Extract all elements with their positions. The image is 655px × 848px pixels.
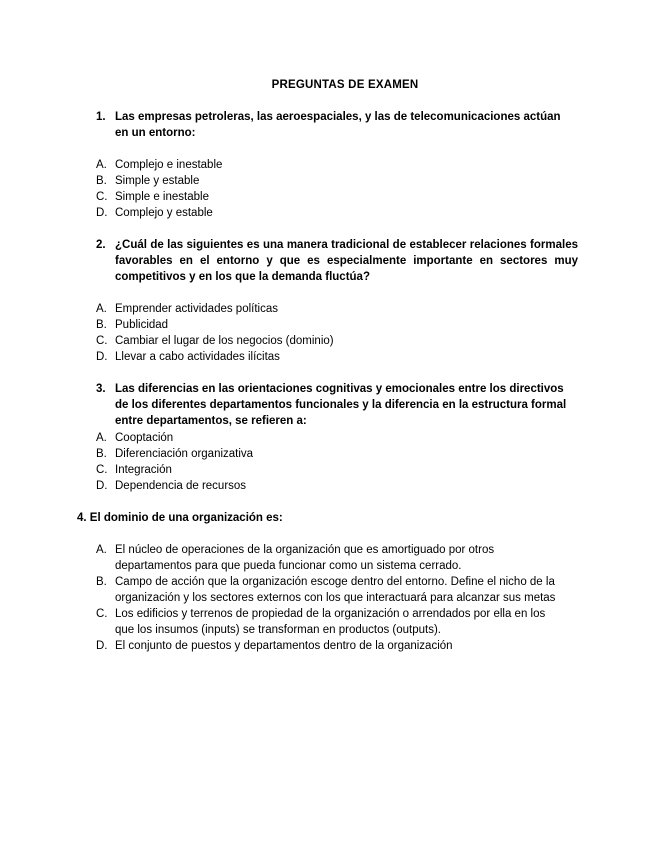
page-title: PREGUNTAS DE EXAMEN bbox=[271, 79, 419, 91]
question-text: Las empresas petroleras, las aeroespaciales, y las de telecomunicaciones actúan en un entorno: bbox=[115, 111, 561, 139]
option-letter: D. bbox=[96, 640, 108, 652]
option-text: Campo de acción que la organización escoge dentro del entorno. Define el nicho de la organización y los sectores externos con los que interactuará para alcanzar sus metas bbox=[115, 576, 556, 604]
option-text: Llevar a cabo actividades ilícitas bbox=[115, 351, 280, 363]
list-item bbox=[96, 301, 556, 317]
option-text: Cambiar el lugar de los negocios (dominio) bbox=[115, 335, 334, 347]
question-number: 1. bbox=[96, 111, 106, 123]
list-item bbox=[96, 157, 556, 173]
list-item bbox=[96, 542, 566, 574]
list-item bbox=[96, 189, 556, 205]
list-item bbox=[96, 446, 556, 462]
option-text: Complejo y estable bbox=[115, 207, 213, 219]
option-letter: A. bbox=[96, 432, 107, 444]
option-letter: D. bbox=[96, 480, 108, 492]
option-letter: B. bbox=[96, 319, 107, 331]
question-text: ¿Cuál de las siguientes es una manera tradicional de establecer relaciones formales favorables en el entorno y que es especialmente importante en sectores muy competitivos y en los que la demanda fluctúa? bbox=[115, 239, 578, 283]
list-item bbox=[96, 606, 566, 638]
list-item bbox=[96, 317, 556, 333]
list-item bbox=[96, 173, 556, 189]
list-item bbox=[96, 478, 556, 494]
option-letter: D. bbox=[96, 351, 108, 363]
option-letter: B. bbox=[96, 576, 107, 588]
question-number: 4. bbox=[77, 512, 87, 524]
list-item bbox=[96, 430, 556, 446]
option-text: Complejo e inestable bbox=[115, 159, 223, 171]
options-list-1 bbox=[96, 157, 556, 221]
question-3 bbox=[96, 381, 578, 429]
question-text: Las diferencias en las orientaciones cognitivas y emocionales entre los directivos de los diferentes departamentos funcionales y la diferencia en la estructura formal entre departamentos, se refieren a: bbox=[115, 383, 567, 427]
option-text: El núcleo de operaciones de la organización que es amortiguado por otros departamentos para que pueda funcionar como un sistema cerrado. bbox=[115, 544, 495, 572]
question-number: 2. bbox=[96, 239, 106, 251]
option-text: Integración bbox=[115, 464, 172, 476]
option-letter: C. bbox=[96, 608, 108, 620]
question-4 bbox=[77, 510, 557, 526]
list-item bbox=[96, 638, 566, 654]
option-text: Diferenciación organizativa bbox=[115, 448, 254, 460]
option-text: Cooptación bbox=[115, 432, 174, 444]
list-item bbox=[96, 349, 556, 365]
option-letter: C. bbox=[96, 335, 108, 347]
options-list-4 bbox=[96, 542, 566, 654]
question-number: 3. bbox=[96, 383, 106, 395]
option-letter: A. bbox=[96, 544, 107, 556]
list-item bbox=[96, 462, 556, 478]
options-list-3 bbox=[96, 430, 556, 494]
list-item bbox=[96, 574, 566, 606]
option-letter: C. bbox=[96, 191, 108, 203]
question-1 bbox=[96, 109, 574, 141]
option-text: Publicidad bbox=[115, 319, 169, 331]
option-letter: B. bbox=[96, 175, 107, 187]
option-letter: D. bbox=[96, 207, 108, 219]
option-letter: B. bbox=[96, 448, 107, 460]
option-text: Emprender actividades políticas bbox=[115, 303, 278, 315]
list-item bbox=[96, 333, 556, 349]
question-2 bbox=[96, 237, 578, 285]
options-list-2 bbox=[96, 301, 556, 365]
option-text: Simple y estable bbox=[115, 175, 200, 187]
option-text: El conjunto de puestos y departamentos dentro de la organización bbox=[115, 640, 453, 652]
option-text: Simple e inestable bbox=[115, 191, 209, 203]
question-text: El dominio de una organización es: bbox=[89, 512, 283, 524]
list-item bbox=[96, 205, 556, 221]
option-letter: A. bbox=[96, 159, 107, 171]
option-text: Dependencia de recursos bbox=[115, 480, 247, 492]
option-letter: C. bbox=[96, 464, 108, 476]
option-text: Los edificios y terrenos de propiedad de la organización o arrendados por ella en los que los insumos (inputs) se transforman en productos (outputs). bbox=[115, 608, 546, 636]
option-letter: A. bbox=[96, 303, 107, 315]
